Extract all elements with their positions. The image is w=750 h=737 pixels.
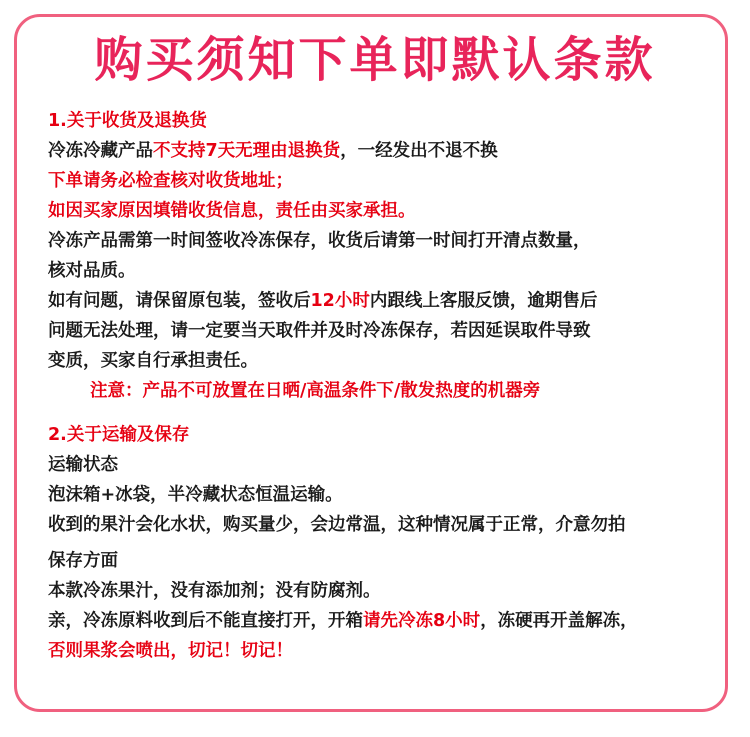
text: ，一经发出不退不换 (340, 141, 498, 161)
text: 冷冻冷藏产品 (48, 141, 153, 161)
section2-line4 (48, 606, 718, 636)
text: 亲，冷冻原料收到后不能直接打开，开箱 (48, 611, 363, 631)
section1-line6 (48, 286, 718, 316)
section1-line2: 下单请务必检查核对收货地址； (48, 171, 293, 191)
section2-heading: 2.关于运输及保存 (48, 425, 190, 445)
section1-note: 注意：产品不可放置在日晒/高温条件下/散发热度的机器旁 (90, 381, 541, 401)
highlight-no-return: 不支持7天无理由退换货 (153, 141, 341, 161)
notice-content (48, 106, 718, 666)
page-title: 购买须知下单即默认条款 (94, 32, 656, 88)
section2-line5: 否则果浆会喷出，切记！切记！ (48, 641, 293, 661)
highlight-freeze-8h: 请先冷冻8小时 (363, 611, 481, 631)
section1-heading: 1.关于收货及退换货 (48, 111, 207, 131)
text: 如有问题，请保留原包装，签收后 (48, 291, 311, 311)
section1-line7: 问题无法处理，请一定要当天取件并及时冷冻保存，若因延误取件导致 (48, 321, 591, 341)
text: 内跟线上客服反馈，逾期售后 (369, 291, 598, 311)
spacer (48, 406, 718, 420)
highlight-12-hours: 12小时 (310, 291, 370, 311)
section2-line1: 泡沫箱+冰袋，半冷藏状态恒温运输。 (48, 485, 343, 505)
section1-line4: 冷冻产品需第一时间签收冷冻保存，收货后请第一时间打开清点数量， (48, 231, 591, 251)
section2-line2: 收到的果汁会化水状，购买量少，会边常温，这种情况属于正常，介意勿拍 (48, 515, 626, 535)
section1-line3: 如因买家原因填错收货信息，责任由买家承担。 (48, 201, 416, 221)
section1-line1 (48, 136, 718, 166)
section1-line8: 变质，买家自行承担责任。 (48, 351, 258, 371)
text: ，冻硬再开盖解冻， (480, 611, 638, 631)
section2-sub-transport: 运输状态 (48, 455, 118, 475)
section2-line3: 本款冷冻果汁，没有添加剂；没有防腐剂。 (48, 581, 381, 601)
section1-line5: 核对品质。 (48, 261, 136, 281)
section2-sub-storage: 保存方面 (48, 551, 118, 571)
